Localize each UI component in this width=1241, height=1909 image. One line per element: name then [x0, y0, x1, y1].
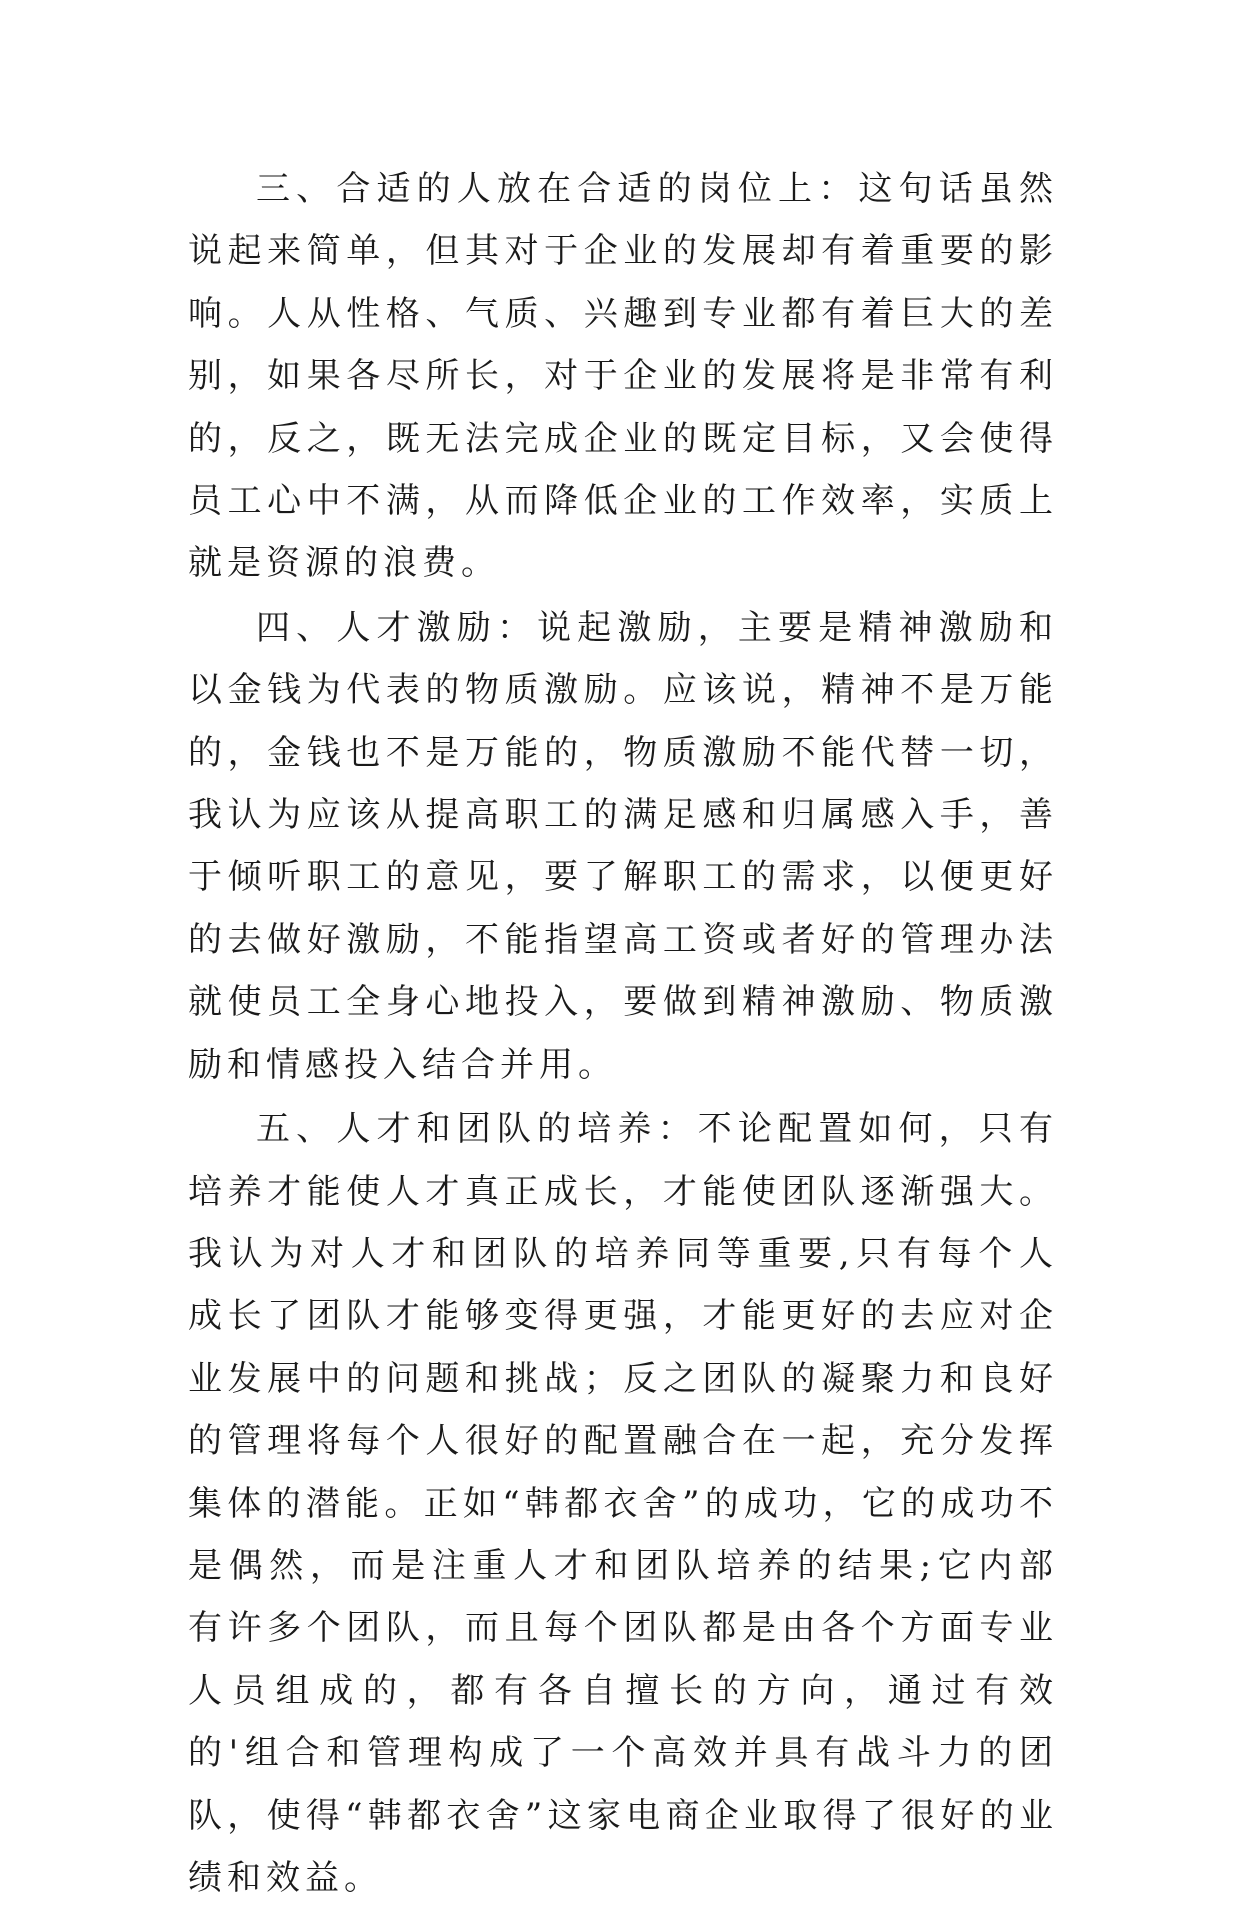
paragraph-section-four: 四、人才激励：说起激励，主要是精神激励和以金钱为代表的物质激励。应该说，精神不是万能的，金钱也不是万能的，物质激励不能代替一切，我认为应该从提高职工的满足感和归属感入手，善于倾听职工的意见，要了解职工的需求，以便更好的去做好激励，不能指望高工资或者好的管理办法就使员工全身心地投入，要做到精神激励、物质激励和情感投入结合并用。: [188, 607, 1058, 1085]
paragraph-section-five: 五、人才和团队的培养：不论配置如何，只有培养才能使人才真正成长，才能使团队逐渐强大。我认为对人才和团队的培养同等重要,只有每个人成长了团队才能够变得更强，才能更好的去应对企业发展中的问题和挑战；反之团队的凝聚力和良好的管理将每个人很好的配置融合在一起，充分发挥集体的潜能。正如“韩都衣舍”的成功，它的成功不是偶然，而是注重人才和团队培养的结果;它内部有许多个团队，而且每个团队都是由各个方面专业人员组成的，都有各自擅长的方向，通过有效的'组合和管理构成了一个高效并具有战斗力的团队，使得“韩都衣舍”这家电商企业取得了很好的业绩和效益。: [188, 1109, 1058, 1898]
paragraph-section-three: 三、合适的人放在合适的岗位上：这句话虽然说起来简单，但其对于企业的发展却有着重要的影响。人从性格、气质、兴趣到专业都有着巨大的差别，如果各尽所长，对于企业的发展将是非常有利的，反之，既无法完成企业的既定目标，又会使得员工心中不满，从而降低企业的工作效率，实质上就是资源的浪费。: [188, 169, 1058, 584]
document-page: [188, 158, 1058, 1909]
